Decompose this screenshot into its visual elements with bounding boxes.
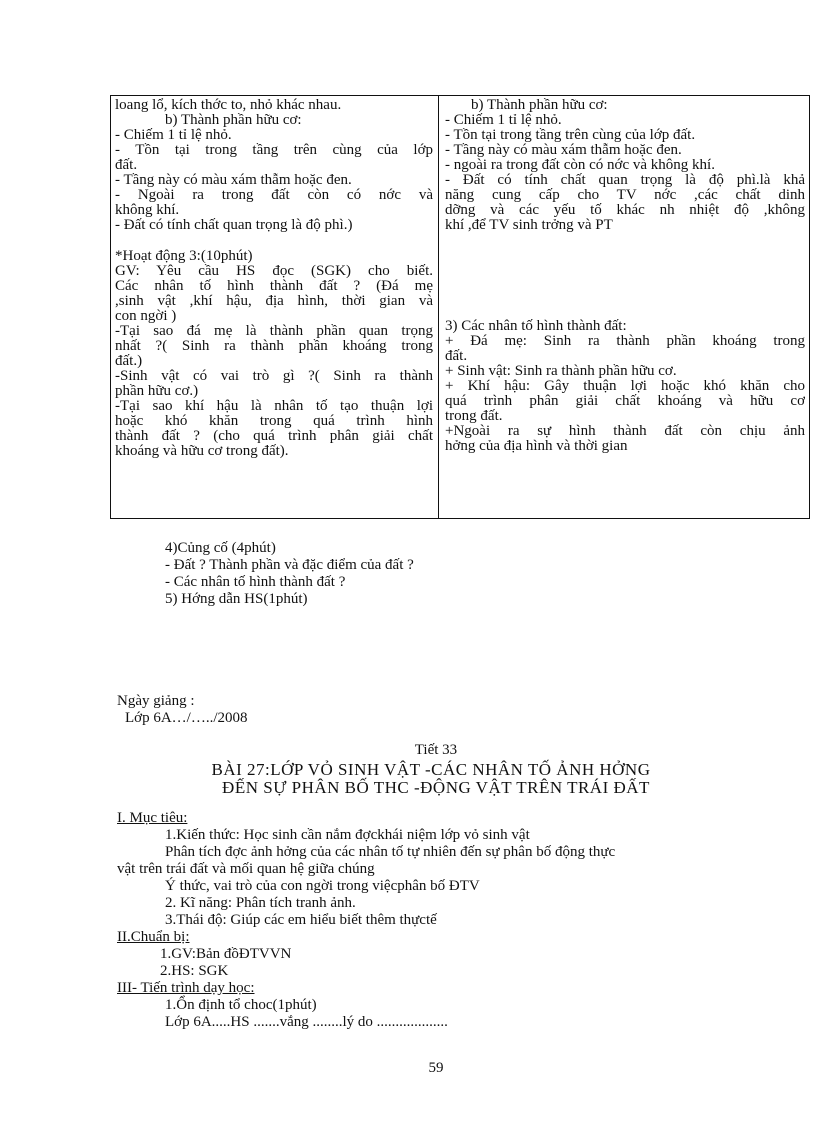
preparation-item: 1.GV:Bản đồĐTVVN bbox=[160, 946, 292, 962]
period-label: Tiết 33 bbox=[414, 742, 458, 758]
table-line: b) Thành phần hữu cơ: bbox=[471, 98, 608, 113]
table-line: loang lổ, kích thớc to, nhỏ khác nhau. bbox=[115, 98, 342, 113]
class-date: Lớp 6A…/…../2008 bbox=[125, 710, 248, 726]
lesson-table bbox=[110, 95, 810, 519]
table-line: đất. bbox=[445, 349, 468, 364]
table-line: + Khí hậu: Gây thuận lợi hoặc khó khăn cho bbox=[445, 379, 805, 394]
table-line: - Tồn tại trong tầng trên cùng của lớp bbox=[115, 143, 433, 158]
table-line: không khí. bbox=[115, 203, 180, 218]
table-line: quá trình phân giải chất khoáng và hữu cơ bbox=[445, 394, 805, 409]
preparation-heading: II.Chuẩn bị: bbox=[117, 929, 190, 945]
objective-text: vật trên trái đất và mối quan hệ giữa chúng bbox=[117, 861, 375, 877]
process-step: 1.Ổn định tổ choc(1phút) bbox=[165, 997, 317, 1013]
lesson-title-line2: ĐẾN SỰ PHÂN BỐ THC -ĐỘNG VẬT TRÊN TRÁI ĐẤT bbox=[222, 778, 650, 797]
attendance-line: Lớp 6A.....HS .......vắng ........lý do ................... bbox=[165, 1014, 448, 1030]
table-line: ,sinh vật ,khí hậu, địa hình, thời gian và bbox=[115, 294, 433, 309]
table-line: nhất ?( Sinh ra thành phần khoáng trong bbox=[115, 339, 433, 354]
teacher-activity-column bbox=[115, 98, 433, 459]
content-column bbox=[445, 98, 805, 454]
table-line: khí ,để TV sinh trởng và PT bbox=[445, 218, 613, 233]
table-line: - Tầng này có màu xám thẫm hoặc đen. bbox=[115, 173, 352, 188]
table-line: con ngời ) bbox=[115, 309, 177, 324]
lesson-title: BÀI 27:LỚP VỎ SINH VẬT -CÁC NHÂN TỐ ẢNH HỞNG bbox=[211, 760, 651, 779]
table-line: -Tại sao khí hậu là nhân tố tạo thuận lợi bbox=[115, 399, 433, 414]
table-line: -Tại sao đá mẹ là thành phần quan trọng bbox=[115, 324, 433, 339]
objective-attitude: 3.Thái độ: Giúp các em hiểu biết thêm thựctế bbox=[165, 912, 437, 928]
column-divider bbox=[438, 96, 439, 518]
table-line: -Sinh vật có vai trò gì ?( Sinh ra thành bbox=[115, 369, 433, 384]
objectives-heading: I. Mục tiêu: bbox=[117, 810, 188, 826]
table-line: đất.) bbox=[115, 354, 143, 369]
table-line: phần hữu cơ.) bbox=[115, 384, 199, 399]
consolidation-heading: 4)Củng cố (4phút) bbox=[165, 540, 276, 556]
table-line: - ngoài ra trong đất còn có nớc và không khí. bbox=[445, 158, 715, 173]
table-line: + Đá mẹ: Sinh ra thành phần khoáng trong bbox=[445, 334, 805, 349]
objective-text: Ý thức, vai trò của con ngời trong việcphân bố ĐTV bbox=[165, 878, 480, 894]
table-line: b) Thành phần hữu cơ: bbox=[165, 113, 302, 128]
table-line: - Tồn tại trong tầng trên cùng của lớp đất. bbox=[445, 128, 696, 143]
table-line: - Chiếm 1 tỉ lệ nhỏ. bbox=[445, 113, 562, 128]
objective-knowledge: 1.Kiến thức: Học sinh cần nắm đợckhái niệm lớp vỏ sinh vật bbox=[165, 827, 530, 843]
table-line: + Sinh vật: Sinh ra thành phần hữu cơ. bbox=[445, 364, 677, 379]
table-line: GV: Yêu cầu HS đọc (SGK) cho biết. bbox=[115, 264, 433, 279]
table-line: trong đất. bbox=[445, 409, 503, 424]
table-line: thành đất ? (cho quá trình phân giải chất bbox=[115, 429, 433, 444]
objective-text: Phân tích đợc ảnh hởng của các nhân tố tự nhiên đến sự phân bố động thực bbox=[165, 844, 616, 860]
table-line: dỡng và các yếu tố khác nh nhiệt độ ,không bbox=[445, 203, 805, 218]
process-heading: III- Tiến trình dạy học: bbox=[117, 980, 255, 996]
preparation-item: 2.HS: SGK bbox=[160, 963, 229, 979]
activity-heading: *Hoạt động 3:(10phút) bbox=[115, 249, 253, 264]
date-label: Ngày giảng : bbox=[117, 693, 195, 709]
homework-guidance: 5) Hớng dẫn HS(1phút) bbox=[165, 591, 308, 607]
table-line: đất. bbox=[115, 158, 138, 173]
objective-skills: 2. Kĩ năng: Phân tích tranh ảnh. bbox=[165, 895, 356, 911]
table-line: khoáng và hữu cơ trong đất). bbox=[115, 444, 289, 459]
table-line: hởng của địa hình và thời gian bbox=[445, 439, 628, 454]
table-line: Các nhân tố hình thành đất ? (Đá mẹ bbox=[115, 279, 433, 294]
table-line: 3) Các nhân tố hình thành đất: bbox=[445, 319, 627, 334]
table-line: - Tầng này có màu xám thẫm hoặc đen. bbox=[445, 143, 682, 158]
table-line: - Đất có tính chất quan trọng là độ phì.) bbox=[115, 218, 353, 233]
table-line: - Đất có tính chất quan trọng là độ phì.là khả bbox=[445, 173, 805, 188]
table-line: - Chiếm 1 tỉ lệ nhỏ. bbox=[115, 128, 232, 143]
review-question: - Đất ? Thành phần và đặc điểm của đất ? bbox=[165, 557, 414, 573]
table-line: +Ngoài ra sự hình thành đất còn chịu ảnh bbox=[445, 424, 805, 439]
table-line: năng cung cấp cho TV nớc ,các chất dinh bbox=[445, 188, 805, 203]
review-question: - Các nhân tố hình thành đất ? bbox=[165, 574, 346, 590]
page-number: 59 bbox=[428, 1060, 444, 1076]
table-line: hoặc khó khăn trong quá trình hình bbox=[115, 414, 433, 429]
table-line: - Ngoài ra trong đất còn có nớc và bbox=[115, 188, 433, 203]
